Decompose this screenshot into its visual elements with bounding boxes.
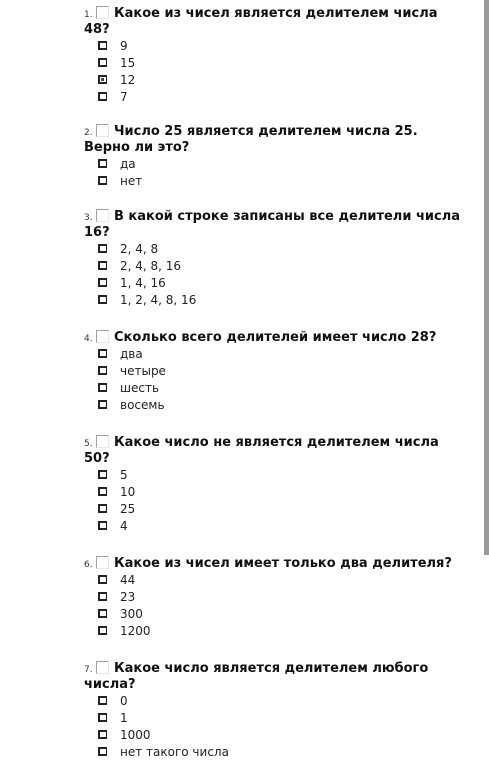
answer-list <box>98 156 398 190</box>
scrollbar[interactable] <box>484 0 489 555</box>
answer-checkbox[interactable] <box>98 261 107 270</box>
question-text: Какое из чисел является делителем числа <box>114 6 438 21</box>
question-number: 6. <box>84 560 93 570</box>
answer-option[interactable] <box>98 710 398 727</box>
answer-checkbox[interactable] <box>98 58 107 67</box>
answer-label: 2, 4, 8, 16 <box>120 259 182 273</box>
question-flag-checkbox[interactable] <box>96 556 109 569</box>
answer-option[interactable] <box>98 623 398 640</box>
answer-option[interactable] <box>98 173 398 190</box>
answer-label: два <box>120 347 143 361</box>
question-flag-checkbox[interactable] <box>96 435 109 448</box>
answer-list <box>98 572 398 640</box>
answer-label: 12 <box>120 73 136 87</box>
answer-option[interactable] <box>98 258 398 275</box>
question-flag-checkbox[interactable] <box>96 330 109 343</box>
answer-option[interactable] <box>98 292 398 309</box>
answer-checkbox[interactable] <box>98 366 107 375</box>
answer-label: 4 <box>120 519 128 533</box>
answer-checkbox[interactable] <box>98 295 107 304</box>
question-text: В какой строке записаны все делители числа <box>114 209 460 224</box>
answer-label: нет <box>120 174 143 188</box>
answer-checkbox[interactable] <box>98 609 107 618</box>
question-block <box>0 435 470 533</box>
answer-label: 1 <box>120 711 128 725</box>
answer-option[interactable] <box>98 55 398 72</box>
answer-option[interactable] <box>98 518 398 535</box>
answer-label: 10 <box>120 485 136 499</box>
question-header <box>0 209 470 240</box>
question-text-continued: числа? <box>84 677 136 692</box>
question-text: Какое число является делителем любого <box>114 661 429 676</box>
answer-checkbox[interactable] <box>98 487 107 496</box>
answer-checkbox[interactable] <box>98 75 107 84</box>
answer-checkbox[interactable] <box>98 278 107 287</box>
answer-option[interactable] <box>98 380 398 397</box>
answer-checkbox[interactable] <box>98 383 107 392</box>
answer-option[interactable] <box>98 744 398 761</box>
answer-option[interactable] <box>98 241 398 258</box>
question-flag-checkbox[interactable] <box>96 124 109 137</box>
question-header <box>0 330 470 347</box>
question-block <box>0 330 470 412</box>
answer-option[interactable] <box>98 484 398 501</box>
question-number: 7. <box>84 665 93 675</box>
answer-option[interactable] <box>98 363 398 380</box>
question-header <box>0 435 470 466</box>
answer-label: восемь <box>120 398 165 412</box>
answer-checkbox[interactable] <box>98 349 107 358</box>
answer-checkbox[interactable] <box>98 92 107 101</box>
answer-checkbox[interactable] <box>98 244 107 253</box>
answer-checkbox[interactable] <box>98 730 107 739</box>
answer-option[interactable] <box>98 727 398 744</box>
answer-checkbox[interactable] <box>98 521 107 530</box>
answer-label: 5 <box>120 468 128 482</box>
answer-list <box>98 346 398 414</box>
answer-label: нет такого числа <box>120 745 229 759</box>
answer-option[interactable] <box>98 38 398 55</box>
question-text-continued: 48? <box>84 22 110 37</box>
answer-label: 300 <box>120 607 143 621</box>
answer-list <box>98 693 398 761</box>
answer-checkbox[interactable] <box>98 470 107 479</box>
answer-option[interactable] <box>98 156 398 173</box>
question-text-continued: 16? <box>84 225 110 240</box>
question-block <box>0 556 470 638</box>
answer-label: 0 <box>120 694 128 708</box>
answer-checkbox[interactable] <box>98 747 107 756</box>
answer-option[interactable] <box>98 89 398 106</box>
question-block <box>0 6 470 104</box>
question-header <box>0 124 470 155</box>
question-flag-checkbox[interactable] <box>96 661 109 674</box>
answer-option[interactable] <box>98 589 398 606</box>
answer-checkbox[interactable] <box>98 41 107 50</box>
question-block <box>0 124 470 188</box>
question-number: 2. <box>84 128 93 138</box>
answer-label: 1, 2, 4, 8, 16 <box>120 293 197 307</box>
question-header <box>0 6 470 37</box>
question-header <box>0 661 470 692</box>
answer-list <box>98 241 398 309</box>
answer-label: 2, 4, 8 <box>120 242 159 256</box>
answer-label: 15 <box>120 56 136 70</box>
answer-checkbox[interactable] <box>98 592 107 601</box>
answer-checkbox[interactable] <box>98 159 107 168</box>
answer-option[interactable] <box>98 606 398 623</box>
answer-option[interactable] <box>98 693 398 710</box>
answer-option[interactable] <box>98 275 398 292</box>
question-number: 1. <box>84 10 93 20</box>
question-text-continued: 50? <box>84 451 110 466</box>
answer-label: 25 <box>120 502 136 516</box>
answer-checkbox[interactable] <box>98 713 107 722</box>
answer-label: да <box>120 157 136 171</box>
answer-label: шесть <box>120 381 160 395</box>
question-header <box>0 556 470 573</box>
answer-label: 1200 <box>120 624 151 638</box>
answer-checkbox[interactable] <box>98 696 107 705</box>
question-text: Сколько всего делителей имеет число 28? <box>114 330 437 345</box>
answer-label: 7 <box>120 90 128 104</box>
answer-checkbox[interactable] <box>98 400 107 409</box>
question-block <box>0 661 470 759</box>
question-text: Число 25 является делителем числа 25. <box>114 124 418 139</box>
answer-list <box>98 467 398 535</box>
answer-option[interactable] <box>98 346 398 363</box>
question-block <box>0 209 470 307</box>
answer-option[interactable] <box>98 397 398 414</box>
answer-list <box>98 38 398 106</box>
answer-checkbox[interactable] <box>98 504 107 513</box>
question-number: 3. <box>84 213 93 223</box>
answer-checkbox[interactable] <box>98 626 107 635</box>
question-number: 4. <box>84 334 93 344</box>
answer-option[interactable] <box>98 572 398 589</box>
answer-label: 1000 <box>120 728 151 742</box>
answer-option[interactable] <box>98 467 398 484</box>
answer-label: четыре <box>120 364 166 378</box>
question-number: 5. <box>84 439 93 449</box>
answer-label: 23 <box>120 590 136 604</box>
question-text: Какое из чисел имеет только два делителя? <box>114 556 452 571</box>
answer-option[interactable] <box>98 501 398 518</box>
answer-checkbox[interactable] <box>98 575 107 584</box>
answer-label: 9 <box>120 39 128 53</box>
answer-option[interactable] <box>98 72 398 89</box>
answer-label: 1, 4, 16 <box>120 276 166 290</box>
question-text-continued: Верно ли это? <box>84 140 190 155</box>
question-text: Какое число не является делителем числа <box>114 435 439 450</box>
answer-checkbox[interactable] <box>98 176 107 185</box>
answer-label: 44 <box>120 573 136 587</box>
question-flag-checkbox[interactable] <box>96 6 109 19</box>
question-flag-checkbox[interactable] <box>96 209 109 222</box>
